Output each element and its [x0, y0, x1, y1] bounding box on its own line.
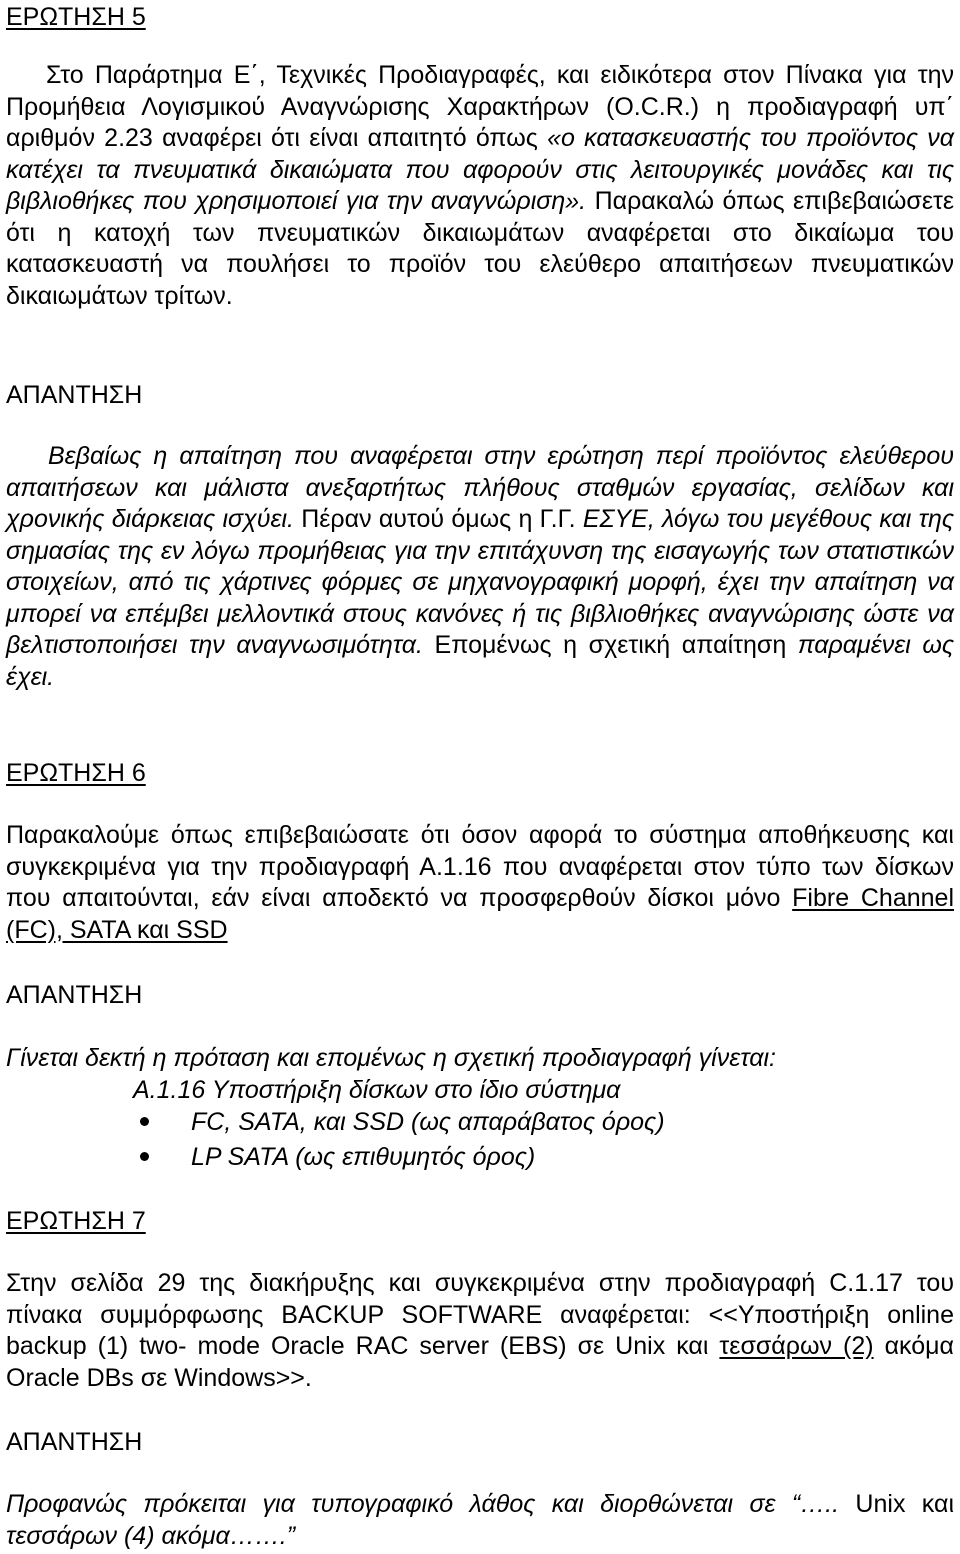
spec-a116-title: Α.1.16 Υποστήριξη δίσκων στο ίδιο σύστημα	[133, 1076, 621, 1104]
question-5-intro: Στο Παράρτημα Ε΄, Τεχνικές Προδιαγραφές, και ειδικότερα στον Πίνακα για την Προμήθεια Λογισμικού Αναγνώρισης Χαρακτήρων (O.C.R.) η προδιαγραφή υπ΄ αριθμόν 2.23 αναφέρει ότι είναι απαιτητό όπως	[6, 61, 954, 152]
question-7-answer	[6, 1489, 954, 1552]
question-6-text	[6, 820, 954, 946]
question-5-heading: ΕΡΩΤΗΣΗ 5	[6, 3, 146, 31]
question-5-text	[6, 60, 954, 312]
question-5-answer-part-2: Πέραν αυτού όμως η Γ.Γ.	[293, 505, 583, 533]
question-7-answer-label: ΑΠΑΝΤΗΣΗ	[6, 1428, 143, 1456]
question-6-answer-intro: Γίνεται δεκτή η πρόταση και επομένως η σχετική προδιαγραφή γίνεται:	[6, 1044, 776, 1072]
question-7-answer-quote: “…..	[791, 1490, 840, 1518]
question-5-quote: «ο κατασκευαστής του προϊόντος να κατέχει τα πνευματικά δικαιώματα που αφορούν στις λειτουργικές μονάδες και τις βιβλιοθήκες που χρησιμοποιεί για την αναγνώριση».	[6, 124, 954, 215]
spec-bullet-text: LP SATA (ως επιθυμητός όρος)	[191, 1143, 536, 1171]
question-7-underlined: τεσσάρων (2)	[719, 1332, 874, 1360]
question-7-heading: ΕΡΩΤΗΣΗ 7	[6, 1207, 146, 1235]
question-7-answer-part-3: τεσσάρων (4) ακόμα…….”	[6, 1521, 296, 1550]
question-6-heading: ΕΡΩΤΗΣΗ 6	[6, 759, 146, 787]
question-6-body: Παρακαλούμε όπως επιβεβαιώσατε ότι όσον αφορά το σύστημα αποθήκευσης και συγκεκριμένα για την προδιαγραφή Α.1.16 που αναφέρεται στον τύπο των δίσκων που απαιτούνται, εάν είναι αποδεκτό να προσφερθούν δίσκοι μόνο	[6, 821, 954, 912]
question-5-answer-label: ΑΠΑΝΤΗΣΗ	[6, 381, 143, 409]
bullet-icon	[140, 1117, 149, 1126]
question-5-answer-part-1: Βεβαίως η απαίτηση που αναφέρεται στην ερώτηση περί προϊόντος ελεύθερου απαιτήσεων και μάλιστα ανεξαρτήτως πλήθους σταθμών εργασίας, σελίδων και χρονικής διάρκειας ισχύει.	[6, 442, 954, 533]
bullet-icon	[140, 1152, 149, 1161]
question-6-answer-label: ΑΠΑΝΤΗΣΗ	[6, 981, 143, 1009]
question-5-answer-part-3: ΕΣΥΕ, λόγω του μεγέθους και της σημασίας της εν λόγω προμήθειας για την επιτάχυνση της εισαγωγής των στατιστικών στοιχείων, από τις χάρτινες φόρμες σε μηχανογραφική μορφή, έχει την απαίτηση να μπορεί να επέμβει μελλοντικά στους κανόνες ή τις βιβλιοθήκες αναγνώρισης ώστε να βελτιστοποιήσει την αναγνωσιμότητα.	[6, 505, 954, 659]
question-6-disk-types: Fibre Channel (FC), SATA και SSD	[6, 884, 954, 944]
question-5-answer-part-4: Επομένως η σχετική απαίτηση	[422, 631, 798, 659]
spec-bullet-text: FC, SATA, και SSD (ως απαράβατος όρος)	[191, 1108, 665, 1136]
question-7-answer-part-2: Unix και	[839, 1490, 954, 1518]
question-5-answer-part-5: παραμένει ως έχει.	[6, 631, 954, 691]
question-5-end: Παρακαλώ όπως επιβεβαιώσετε ότι η κατοχή των πνευματικών δικαιωμάτων αναφέρεται στο δικαίωμα του κατασκευαστή να πουλήσει το προϊόν του ελεύθερο απαιτήσεων πνευματικών δικαιωμάτων τρίτων.	[6, 187, 955, 310]
question-5-answer	[6, 441, 954, 693]
question-7-end: ακόμα Oracle DBs σε Windows>>.	[6, 1332, 954, 1392]
question-7-body: Στην σελίδα 29 της διακήρυξης και συγκεκριμένα στην προδιαγραφή C.1.17 του πίνακα συμμόρφωσης BACKUP SOFTWARE αναφέρεται: <<Υποστήριξη online backup (1) two- mode Oracle RAC server (EBS) σε Unix και	[6, 1269, 954, 1360]
question-7-answer-part-1: Προφανώς πρόκειται για τυπογραφικό λάθος και διορθώνεται σε	[6, 1490, 792, 1518]
question-7-text	[6, 1268, 954, 1394]
